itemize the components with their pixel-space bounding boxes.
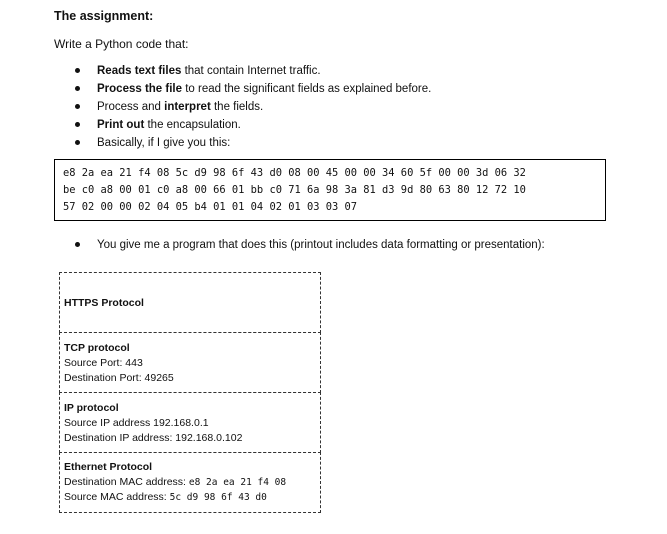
https-protocol-box <box>59 272 321 333</box>
list-item <box>75 116 431 134</box>
src-mac-value: 5c d9 98 6f 43 d0 <box>169 492 267 503</box>
ethernet-source-mac <box>64 490 320 505</box>
hex-dump-box <box>54 159 606 221</box>
output-bullet <box>75 236 545 254</box>
tcp-protocol-box <box>59 332 321 393</box>
ethernet-destination-mac <box>64 475 320 490</box>
ip-protocol-box <box>59 392 321 453</box>
item-text: You give me a program that does this (printout includes data formatting or presentation): <box>97 239 545 251</box>
item-text: Process and <box>97 101 165 113</box>
list-item <box>75 98 431 116</box>
tcp-title: TCP protocol <box>64 342 130 354</box>
ip-source-address: Source IP address 192.168.0.1 <box>64 417 209 429</box>
list-item <box>75 62 431 80</box>
item-text: the encapsulation. <box>144 119 241 131</box>
bullet-icon <box>75 86 80 91</box>
hex-line: e8 2a ea 21 f4 08 5c d9 98 6f 43 d0 08 00 45 00 00 34 60 5f 00 00 3d 06 32 <box>63 167 526 179</box>
dest-mac-value: e8 2a ea 21 f4 08 <box>188 477 287 488</box>
intro-text: Write a Python code that: <box>54 37 189 51</box>
list-item <box>75 80 431 98</box>
item-text: the fields. <box>210 101 264 113</box>
bullet-icon <box>75 104 80 109</box>
ethernet-protocol-box <box>59 452 321 513</box>
bullet-icon <box>75 140 80 145</box>
ip-destination-address: Destination IP address: 192.168.0.102 <box>64 432 243 444</box>
bullet-icon <box>75 68 80 73</box>
ethernet-title: Ethernet Protocol <box>64 461 153 473</box>
assignment-heading: The assignment: <box>54 9 154 23</box>
item-text: that contain Internet traffic. <box>181 65 321 77</box>
item-bold: Print out <box>97 119 145 131</box>
tcp-source-port: Source Port: 443 <box>64 357 143 369</box>
dest-mac-label: Destination MAC address: <box>64 476 189 488</box>
list-item <box>75 134 431 152</box>
hex-line: be c0 a8 00 01 c0 a8 00 66 01 bb c0 71 6a 98 3a 81 d3 9d 80 63 80 12 72 10 <box>63 184 526 196</box>
item-text: to read the significant fields as explained before. <box>182 83 432 95</box>
item-text: Basically, if I give you this: <box>97 137 231 149</box>
item-bold: Process the file <box>97 83 183 95</box>
src-mac-label: Source MAC address: <box>64 491 170 503</box>
bullet-icon <box>75 122 80 127</box>
requirements-list <box>75 62 431 152</box>
tcp-destination-port: Destination Port: 49265 <box>64 372 174 384</box>
ip-title: IP protocol <box>64 402 119 414</box>
item-bold: interpret <box>164 101 211 113</box>
hex-line: 57 02 00 00 02 04 05 b4 01 01 04 02 01 03 03 07 <box>63 201 358 213</box>
https-title: HTTPS Protocol <box>64 297 144 309</box>
bullet-icon <box>75 242 80 247</box>
item-bold: Reads text files <box>97 65 182 77</box>
